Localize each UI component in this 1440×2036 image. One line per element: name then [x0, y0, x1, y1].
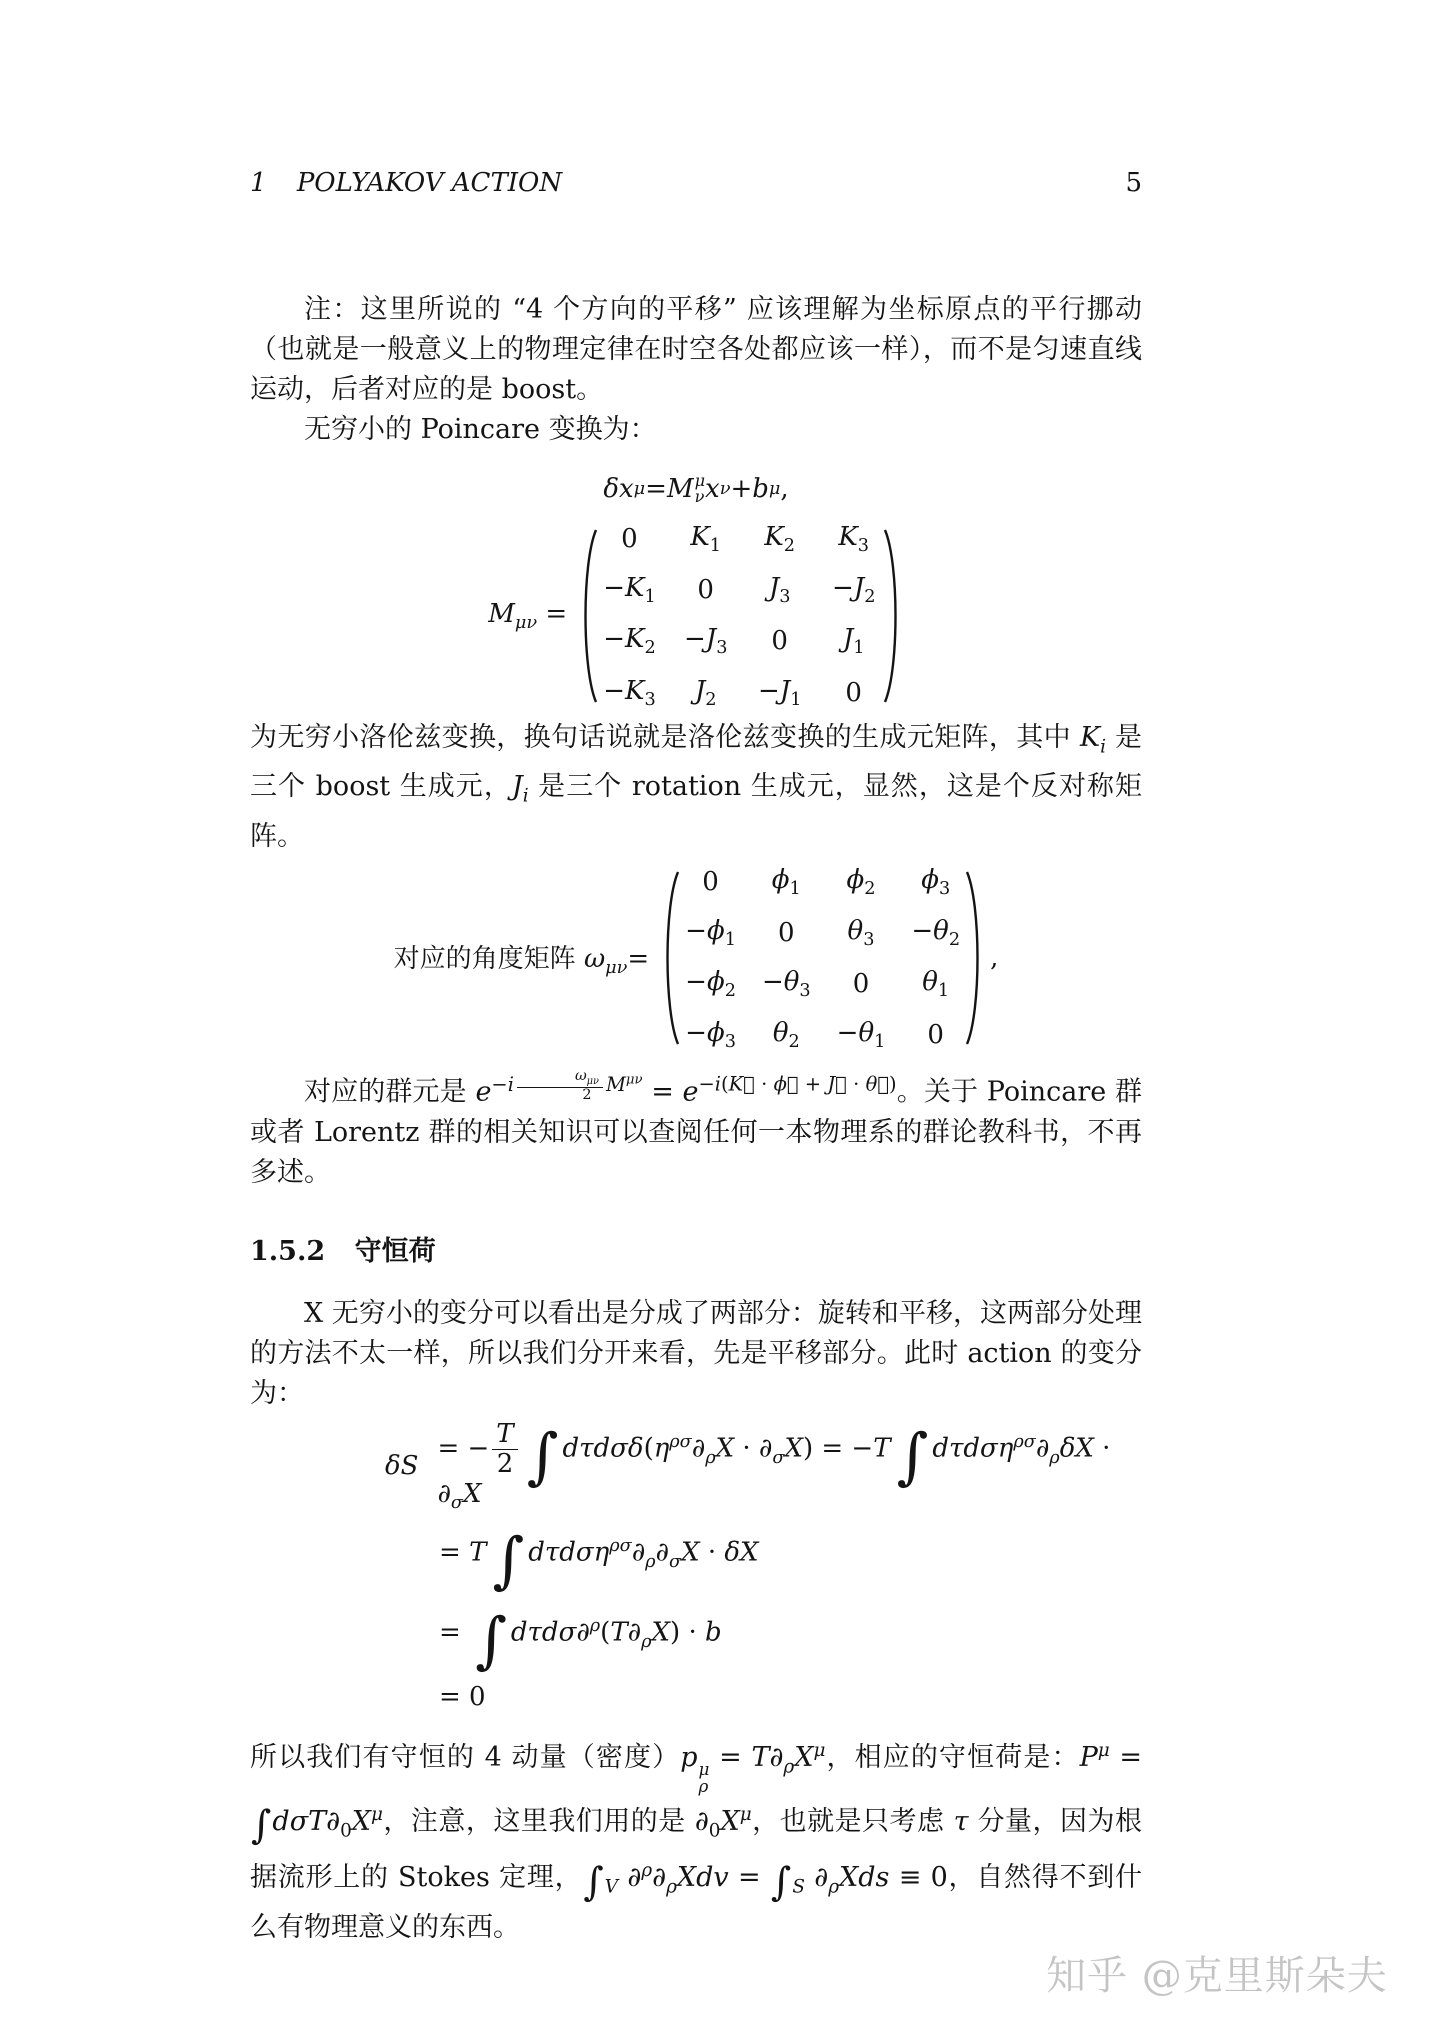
matrix-cell: 0 [845, 677, 862, 708]
matrix-cell: $J_2$ [694, 675, 717, 710]
page-content [250, 168, 1142, 1948]
matrix-cell: 0 [778, 917, 795, 948]
equation-rhs: = ∫ $d\tau d\sigma\partial^\rho(T\partial_\rho X) \cdot b$ [439, 1605, 722, 1677]
matrix-cell: $-J_2$ [831, 573, 876, 608]
matrix-omega-label: 对应的角度矩阵 $\omega_{\mu\nu}=$ [393, 944, 650, 979]
matrix-cell: $-K_3$ [603, 675, 656, 710]
matrix-cell: 0 [927, 1020, 944, 1051]
matrix-cell: $-J_3$ [683, 624, 728, 659]
equation-line [385, 1513, 1142, 1595]
matrix-cell: $-\theta_2$ [911, 915, 961, 950]
matrix-cell: 0 [852, 969, 870, 999]
paragraph-lorentz: 为无穷小洛伦兹变换，换句话说就是洛伦兹变换的生成元矩阵，其中 $K_i$ 是三个 boost 生成元，$J_i$ 是三个 rotation 生成元，显然，这是个反对称矩阵。 [250, 721, 1142, 852]
matrix-cell: $\phi_2$ [846, 864, 876, 899]
running-header [250, 168, 1142, 198]
matrix-cell: $-K_2$ [603, 624, 656, 659]
equation-line [385, 1595, 1142, 1677]
watermark: 知乎 @克里斯朵夫 [1046, 1953, 1388, 1999]
matrix-paren-left-icon [659, 869, 681, 1047]
equation-delta-S [385, 1420, 1142, 1721]
equation-rhs: = − $\frac{T}{2}$ ∫ $d\tau d\sigma\delta(\eta^{\rho\sigma}\partial_\rho X \cdot \partial_\sigma X) = -T\int$ $d\tau d\sigma\eta^{\rho\sigma}\partial_\rho\delta X \cdot \partial_\sigma X$ [437, 1418, 1111, 1514]
matrix-cell: $-K_1$ [603, 573, 656, 608]
matrix-cell: $\theta_1$ [922, 966, 950, 1002]
matrix-cell: $\phi_1$ [771, 864, 801, 899]
matrix-cell: $\theta_2$ [772, 1018, 800, 1053]
matrix-paren-right-icon [882, 527, 904, 705]
subsection-number: 1.5.2 [250, 1235, 326, 1267]
matrix-cell: $-J_1$ [757, 675, 802, 710]
equation-delta-x: δx μ = M μ ν x ν + b μ , [603, 470, 789, 506]
matrix-cell: $K_1$ [690, 522, 722, 557]
equation-matrix-omega [250, 865, 1142, 1053]
matrix-cell: $-\phi_2$ [685, 966, 736, 1002]
paragraph-conserved: 所以我们有守恒的 4 动量（密度）p μ ρ = $T\partial_\rho X^\mu$，相应的守恒荷是：$P^\mu = \int d\sigma T\partial_0X^\mu$，注意，这里我们用的是 $\partial_0X^\mu$，也就是只考虑 τ 分量，因为根据流形上的 Stokes 定理，$\int_V$ $\partial^\rho\partial_\rho Xdv = \int_S$ $\partial_\rho Xds \equiv 0$，自然得不到什么有物理意义的东西。 [250, 1740, 1142, 1943]
matrix-M-grid [599, 522, 881, 710]
matrix-cell: $K_2$ [764, 522, 796, 557]
paragraph-variation: X 无穷小的变分可以看出是分成了两部分：旋转和平移，这两部分处理的方法不太一样，所以我们分开来看，先是平移部分。此时 action 的变分为： [250, 1297, 1142, 1409]
subsection-heading [250, 1229, 1142, 1268]
header-section-title: POLYAKOV ACTION [296, 168, 563, 198]
matrix-cell: $K_3$ [838, 522, 870, 557]
subsection-title: 守恒荷 [354, 1235, 436, 1267]
equation-line [385, 1673, 1142, 1721]
header-left [250, 168, 562, 198]
equation-rhs: = T∫ $d\tau d\sigma\eta^{\rho\sigma}\partial_\rho\partial_\sigma X \cdot \delta X$ [439, 1525, 759, 1597]
paragraph-group-element: 对应的群元是 $e^{-i \frac{\omega_{\mu\nu}}{2} M^{\mu\nu}} = e^{-i(K⃗ \cdot \phi⃗ + J⃗ \cdot \theta⃗)}$。关于 Poincare 群或者 Lorentz 群的相关知识可以查阅任何一本物理系的群论教科书，不再多述。 [250, 1068, 1142, 1188]
paragraph-note: 注：这里所说的 “4 个方向的平移” 应该理解为坐标原点的平行挪动（也就是一般意义上的物理定律在时空各处都应该一样），而不是匀速直线运动，后者对应的是 boost。 [250, 294, 1142, 405]
equation-rhs: = 0 [439, 1682, 486, 1713]
matrix-cell: 0 [621, 524, 638, 555]
matrix-M-label: $M_{\mu\nu}$ = [488, 598, 568, 633]
matrix-cell: $-\theta_1$ [836, 1018, 886, 1053]
equation-lhs: δS [385, 1451, 419, 1482]
matrix-cell: $-\phi_3$ [685, 1018, 736, 1053]
matrix-cell: $-\phi_1$ [685, 915, 736, 950]
matrix-cell: $-\theta_3$ [761, 966, 811, 1002]
paragraph-poincare-intro: 无穷小的 Poincare 变换为： [304, 414, 657, 445]
matrix-cell: 0 [697, 575, 714, 606]
header-section-number: 1 [250, 168, 267, 198]
equation-line [385, 1420, 1142, 1513]
matrix-cell: $J_3$ [768, 573, 791, 608]
matrix-cell: 0 [702, 866, 719, 897]
page-number: 5 [1125, 168, 1142, 198]
matrix-cell: $\phi_3$ [921, 864, 951, 899]
matrix-omega-trailing-comma: , [990, 943, 999, 974]
matrix-paren-left-icon [577, 527, 599, 705]
matrix-cell: $J_1$ [842, 624, 865, 659]
matrix-omega-grid [681, 865, 964, 1053]
matrix-paren-right-icon [964, 869, 986, 1047]
equation-matrix-M [250, 522, 1142, 710]
matrix-cell: 0 [771, 626, 788, 657]
matrix-cell: $\theta_3$ [847, 915, 875, 950]
